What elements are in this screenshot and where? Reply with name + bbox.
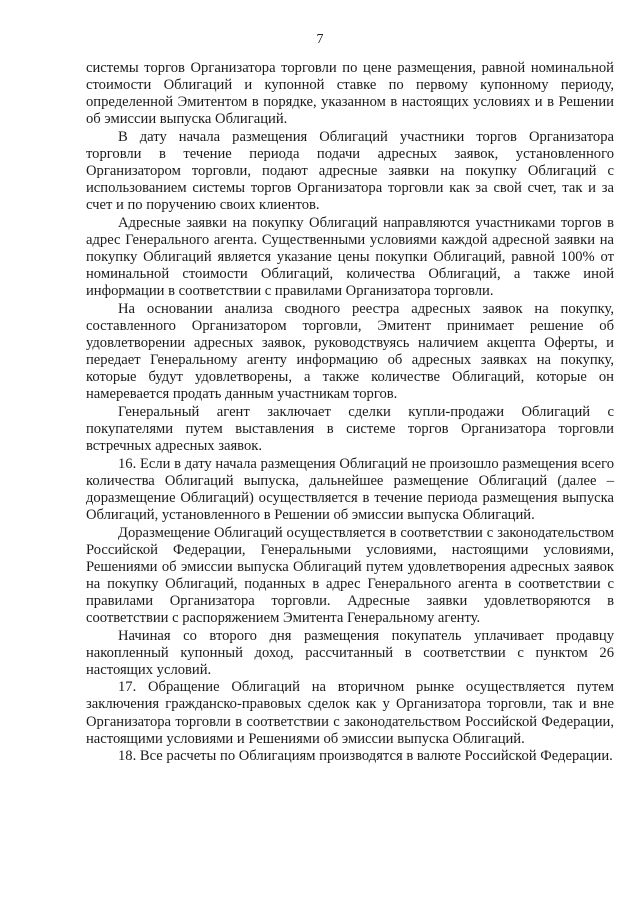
paragraph-5: Генеральный агент заключает сделки купли-продажи Облигаций с покупателями путем выставления в системе торгов Организатора торговли встречных адресных заявок. [86, 403, 614, 455]
paragraph-3: Адресные заявки на покупку Облигаций направляются участниками торгов в адрес Генерального агента. Существенными условиями каждой адресной заявки на покупку Облигаций является указание цены покупки Облигаций, равной 100% от номинальной стоимости Облигаций, количества Облигаций, а также иной информации в соответствии с правилами Организатора торговли. [86, 214, 614, 300]
paragraph-1: системы торгов Организатора торговли по цене размещения, равной номинальной стоимости Облигаций и купонной ставке по первому купонному периоду, определенной Эмитентом в порядке, указанном в настоящих условиях и в Решении об эмиссии выпуска Облигаций. [86, 60, 614, 128]
document-body [86, 60, 614, 766]
paragraph-8: Начиная со второго дня размещения покупатель уплачивает продавцу накопленный купонный доход, рассчитанный в соответствии с пунктом 26 настоящих условий. [86, 627, 614, 678]
paragraph-2: В дату начала размещения Облигаций участники торгов Организатора торговли в течение периода подачи адресных заявок, установленного Организатором торговли, подают адресные заявки на покупку Облигаций с использованием системы торгов Организатора торговли как за свой счет, так и за счет и по поручению своих клиентов. [86, 128, 614, 214]
paragraph-10: 18. Все расчеты по Облигациям производятся в валюте Российской Федерации. [118, 748, 613, 765]
paragraph-4: На основании анализа сводного реестра адресных заявок на покупку, составленного Организатором торговли, Эмитент принимает решение об удовлетворении адресных заявок, руководствуясь наличием акцепта Оферты, и передает Генеральному агенту информацию об адресных заявках на покупку, которые будут удовлетворены, а также количестве Облигаций, которые он намеревается продать данным участникам торгов. [86, 300, 614, 403]
page-number: 7 [316, 32, 324, 47]
paragraph-7: Доразмещение Облигаций осуществляется в соответствии с законодательством Российской Федерации, Генеральными условиями, настоящими условиями, Решениями об эмиссии выпуска Облигаций путем удовлетворения адресных заявок на покупку Облигаций, поданных в адрес Генерального агента в соответствии с правилами Организатора торговли. Адресные заявки удовлетворяются в соответствии с распоряжением Эмитента Генеральному агенту. [86, 524, 614, 626]
paragraph-9: 17. Обращение Облигаций на вторичном рынке осуществляется путем заключения гражданско-правовых сделок как у Организатора торговли, так и вне Организатора торговли в соответствии с законодательством Российской Федерации, настоящими условиями и Решениями об эмиссии выпуска Облигаций. [86, 679, 614, 747]
paragraph-6: 16. Если в дату начала размещения Облигаций не произошло размещения всего количества Облигаций выпуска, дальнейшее размещение Облигаций (далее – доразмещение Облигаций) осуществляется в течение периода размещения выпуска Облигаций, установленного в Решении об эмиссии выпуска Облигаций. [86, 455, 614, 523]
